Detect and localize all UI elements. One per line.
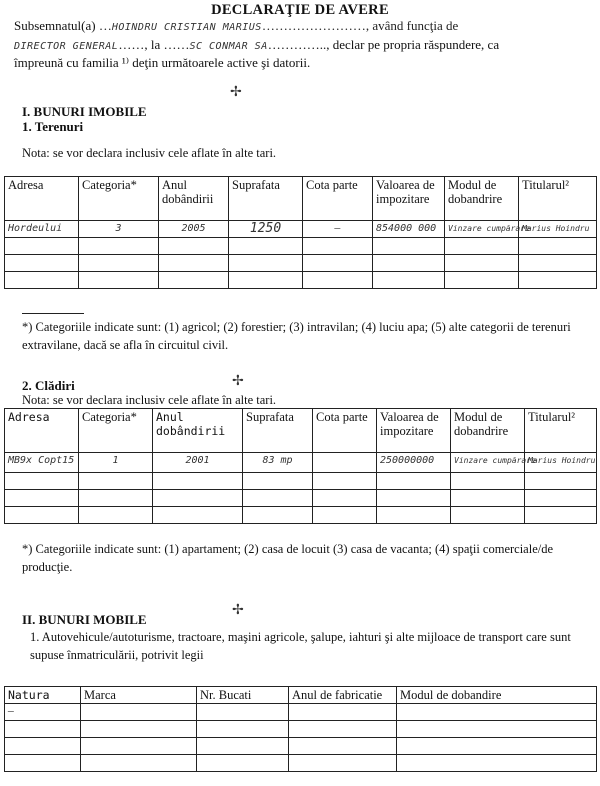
col-header: Modul de dobandrire xyxy=(451,409,525,453)
table-row xyxy=(5,473,597,490)
intro-line-2-suffix: ………….., declar pe propria răspundere, ca xyxy=(267,37,500,52)
table-cell: 854000 000 xyxy=(373,221,445,238)
col-header: Anul de fabricatie xyxy=(289,687,397,704)
table-row xyxy=(5,507,597,524)
col-header: Nr. Bucati xyxy=(197,687,289,704)
table-autovehicule xyxy=(4,686,597,772)
document-title: DECLARAŢIE DE AVERE xyxy=(211,2,389,18)
table-row xyxy=(5,221,597,238)
intro-prefix: Subsemnatul(a) xyxy=(14,18,96,33)
table-row xyxy=(5,738,597,755)
col-header: Modul de dobandire xyxy=(397,687,597,704)
intro-line-1: Subsemnatul(a) …HOINDRU CRISTIAN MARIUS……………………, având funcţia de xyxy=(14,18,459,33)
ink-mark: ✢ xyxy=(232,603,244,618)
col-header: Titularul² xyxy=(525,409,597,453)
table-row xyxy=(5,272,597,289)
col-header: Anul dobândirii xyxy=(153,409,243,453)
table-cell: Marius Hoindru xyxy=(525,453,597,473)
table-row xyxy=(5,721,597,738)
subsection-autovehicule: 1. Autovehicule/autoturisme, tractoare, maşini agricole, şalupe, iahturi şi alte mijloace de transport care sunt supuse înmatriculării, potrivit legii xyxy=(30,630,571,662)
subsection-terenuri: 1. Terenuri xyxy=(22,119,84,134)
col-header: Adresa xyxy=(5,409,79,453)
table-row xyxy=(5,755,597,772)
table-cell: MB9x Copt15 xyxy=(5,453,79,473)
table-row xyxy=(5,238,597,255)
table-header-row xyxy=(5,687,597,704)
table-row xyxy=(5,704,597,721)
table-header-row xyxy=(5,177,597,221)
col-header: Categoria* xyxy=(79,409,153,453)
intro-line-3: împreună cu familia ¹⁾ deţin următoarele active şi datorii. xyxy=(14,55,311,70)
col-header: Categoria* xyxy=(79,177,159,221)
col-header: Anul dobândirii xyxy=(159,177,229,221)
table-cell: 2005 xyxy=(159,221,229,238)
col-header: Marca xyxy=(81,687,197,704)
section-heading-mobile: II. BUNURI MOBILE xyxy=(22,612,147,627)
table-cell: Vinzare cumpărare xyxy=(445,221,519,238)
table-row xyxy=(5,453,597,473)
table-terenuri xyxy=(4,176,597,289)
handwritten-name: HOINDRU CRISTIAN MARIUS xyxy=(111,22,262,33)
footnote-cladiri: *) Categoriile indicate sunt: (1) apartament; (2) casa de locuit (3) casa de vacanta; (4) spaţii comerciale/de producţie. xyxy=(22,542,554,574)
col-header: Suprafata xyxy=(229,177,303,221)
table-cell: 83 mp xyxy=(243,453,313,473)
intro-line-1-suffix: ……………………, având funcţia de xyxy=(261,18,459,33)
handwritten-employer: SC CONMAR SA xyxy=(189,41,268,52)
table-row xyxy=(5,255,597,272)
col-header: Natura xyxy=(5,687,81,704)
col-header: Cota parte xyxy=(313,409,377,453)
table-cell: Vinzare cumpărare xyxy=(451,453,525,473)
table-cladiri xyxy=(4,408,597,524)
handwritten-function: DIRECTOR GENERAL xyxy=(14,41,119,52)
col-header: Titularul² xyxy=(519,177,597,221)
intro-line-2 xyxy=(14,37,590,55)
ink-mark: ✢ xyxy=(230,85,242,100)
table-header-row xyxy=(5,409,597,453)
table-cell: Marius Hoindru xyxy=(519,221,597,238)
note-cladiri: Nota: se vor declara inclusiv cele aflate în alte tari. xyxy=(22,393,277,407)
col-header: Modul de dobandrire xyxy=(445,177,519,221)
subsection-cladiri: 2. Clădiri xyxy=(22,378,75,393)
intro-line-2-mid: ……, la …… xyxy=(118,37,190,52)
footnote-terenuri: *) Categoriile indicate sunt: (1) agricol; (2) forestier; (3) intravilan; (4) luciu apa; (5) alte categorii de terenuri extravilane, dacă se afla în circuitul civil. xyxy=(22,320,571,352)
footnote-rule xyxy=(22,313,84,314)
table-cell: 1 xyxy=(79,453,153,473)
section-heading-imobile: I. BUNURI IMOBILE xyxy=(22,104,147,119)
table-cell: – xyxy=(5,704,81,721)
table-cell: 2001 xyxy=(153,453,243,473)
table-cell xyxy=(313,453,377,473)
table-cell: 250000000 xyxy=(377,453,451,473)
table-cell: – xyxy=(303,221,373,238)
col-header: Valoarea de impozitare xyxy=(377,409,451,453)
ink-mark: ✢ xyxy=(232,374,244,389)
col-header: Cota parte xyxy=(303,177,373,221)
table-cell: 1250 xyxy=(229,221,303,238)
table-cell: 3 xyxy=(79,221,159,238)
col-header: Suprafata xyxy=(243,409,313,453)
table-row xyxy=(5,490,597,507)
table-cell: Hordeului xyxy=(5,221,79,238)
col-header: Valoarea de impozitare xyxy=(373,177,445,221)
note-terenuri: Nota: se vor declara inclusiv cele aflate în alte tari. xyxy=(22,146,277,160)
col-header: Adresa xyxy=(5,177,79,221)
